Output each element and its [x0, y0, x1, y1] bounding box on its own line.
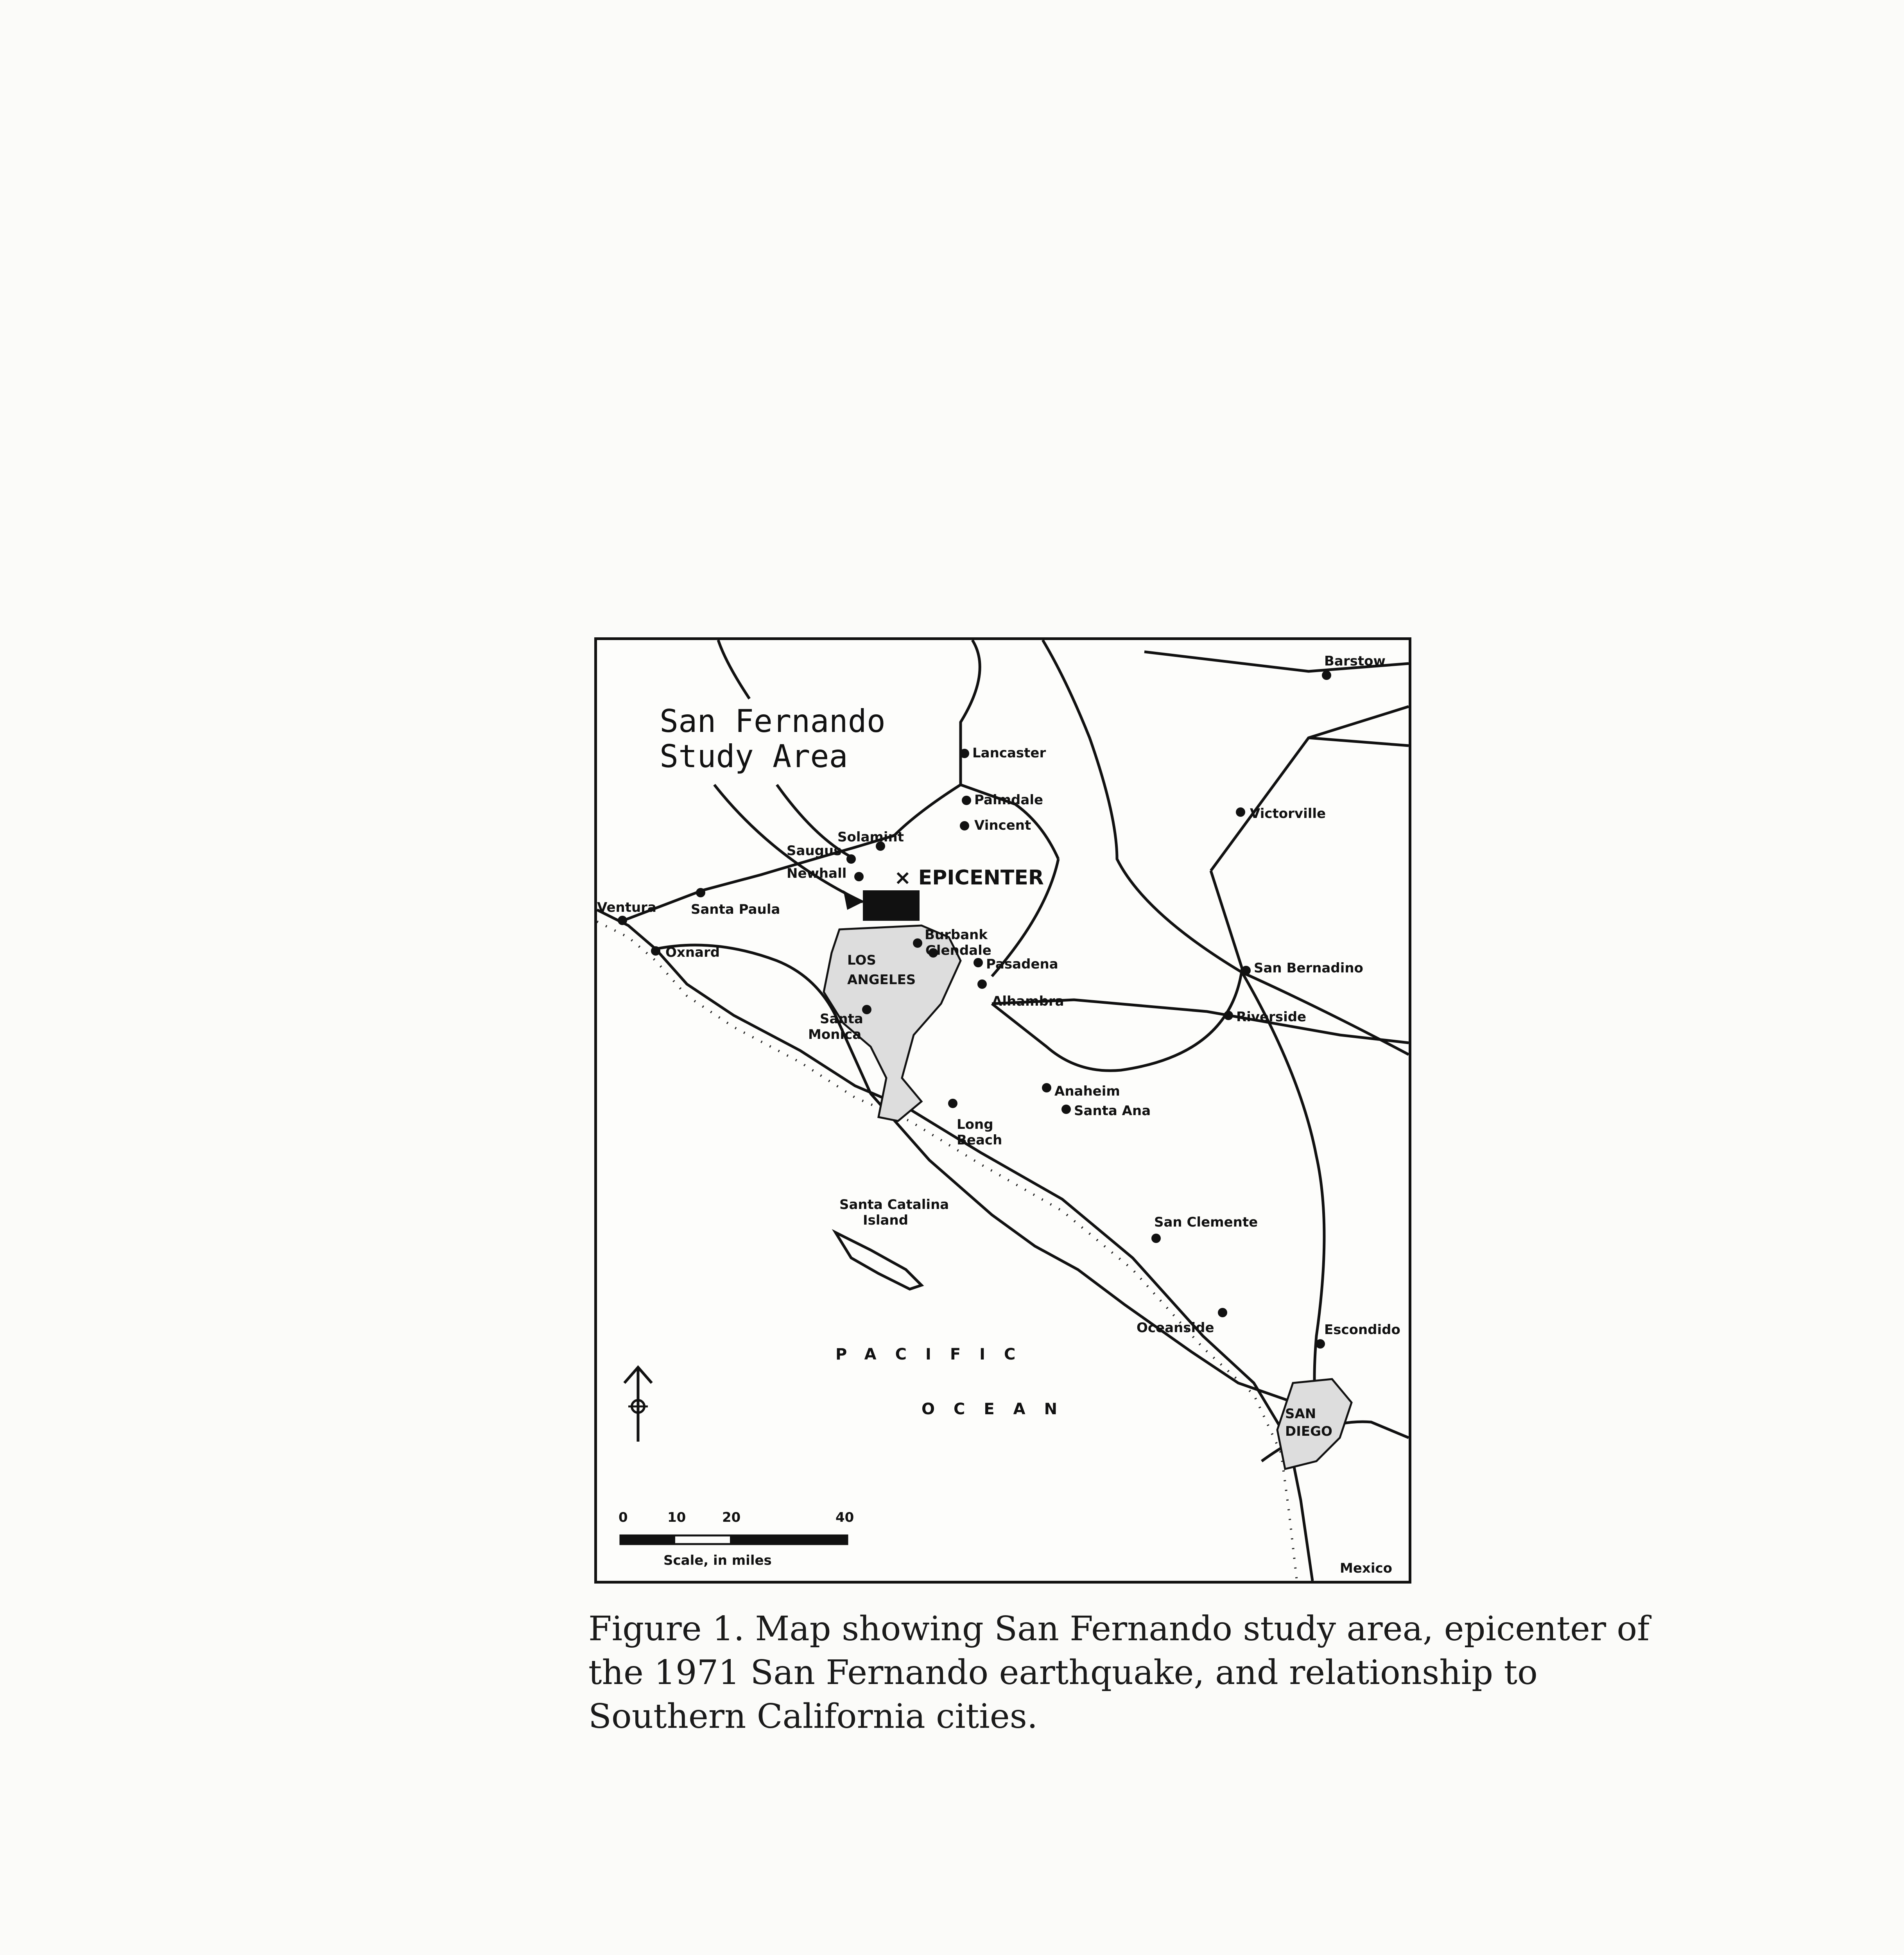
- palmdale-dot: [962, 796, 971, 805]
- newhall-dot: [854, 872, 864, 881]
- oxnard-label: Oxnard: [665, 945, 720, 960]
- road: [1309, 738, 1409, 746]
- anaheim-label: Anaheim: [1054, 1083, 1120, 1099]
- san-diego-label-2: DIEGO: [1285, 1424, 1332, 1439]
- scale-tick-20: 20: [722, 1510, 741, 1525]
- santa-catalina-island: [835, 1232, 922, 1289]
- island-label-2: Island: [863, 1212, 909, 1228]
- pasadena-label: Pasadena: [986, 956, 1058, 972]
- study-area-label-1: San Fernando: [660, 703, 886, 739]
- road: [1043, 640, 1409, 1055]
- oceanside-dot: [1218, 1308, 1227, 1317]
- pasadena-dot: [974, 958, 983, 967]
- scale-tick-0: 0: [619, 1510, 628, 1525]
- san-clemente-label: San Clemente: [1154, 1214, 1258, 1230]
- victorville-label: Victorville: [1250, 806, 1326, 821]
- santa-monica-label-2: Monica: [808, 1027, 862, 1042]
- long-beach-label-1: Long: [957, 1117, 993, 1132]
- santa-paula-label: Santa Paula: [691, 902, 780, 917]
- long-beach-label-2: Beach: [957, 1132, 1002, 1148]
- barstow-label: Barstow: [1324, 653, 1386, 669]
- escondido-dot: [1316, 1339, 1325, 1349]
- santa-ana-dot: [1061, 1105, 1071, 1114]
- santa-paula-dot: [696, 888, 705, 897]
- san-diego-label-1: SAN: [1285, 1406, 1316, 1422]
- palmdale-label: Palmdale: [974, 792, 1043, 808]
- barstow-dot: [1322, 671, 1331, 680]
- anaheim-dot: [1042, 1083, 1051, 1092]
- north-arrow-icon: [624, 1367, 652, 1442]
- mexico-label: Mexico: [1340, 1560, 1392, 1576]
- ocean-label-2: OCEAN: [922, 1400, 1076, 1418]
- map-drawing: [597, 640, 1409, 1581]
- scale-tick-10: 10: [667, 1510, 686, 1525]
- burbank-dot: [913, 938, 922, 948]
- glendale-label: Glendale: [925, 943, 991, 958]
- oxnard-dot: [651, 946, 660, 956]
- burbank-label: Burbank: [925, 927, 988, 943]
- figure-caption: Figure 1. Map showing San Fernando study area, epicenter of the 1971 San Fernando earthquake, and relationship to Southern California cities.: [588, 1609, 1650, 1736]
- santa-monica-label-1: Santa: [820, 1011, 863, 1027]
- ventura-label: Ventura: [597, 900, 656, 915]
- long-beach-dot: [948, 1099, 957, 1108]
- road: [1211, 707, 1409, 871]
- saugus-label: Saugus: [787, 843, 842, 859]
- santa-monica-dot: [862, 1005, 871, 1014]
- san-bernardino-label: San Bernadino: [1254, 960, 1363, 976]
- epicenter-label: × EPICENTER: [894, 866, 1044, 890]
- lancaster-dot: [960, 749, 969, 758]
- road: [718, 640, 749, 699]
- san-clemente-dot: [1151, 1234, 1161, 1243]
- solamint-label: Solamint: [837, 829, 904, 845]
- scale-tick-40: 40: [835, 1510, 854, 1525]
- santa-ana-label: Santa Ana: [1074, 1103, 1151, 1119]
- ocean-label-1: PACIFIC: [835, 1345, 1034, 1363]
- newhall-label: Newhall: [787, 866, 847, 881]
- road: [656, 945, 1316, 1410]
- oceanside-label: Oceanside: [1137, 1320, 1214, 1336]
- vincent-label: Vincent: [974, 818, 1031, 833]
- los-angeles-label-2: ANGELES: [847, 972, 916, 988]
- location-map: [594, 637, 1411, 1584]
- alhambra-dot: [977, 979, 987, 989]
- los-angeles-label-1: LOS: [847, 952, 876, 968]
- lancaster-label: Lancaster: [972, 745, 1046, 761]
- epicenter-box: [863, 890, 920, 921]
- alhambra-label: Alhambra: [992, 994, 1064, 1009]
- escondido-label: Escondido: [1324, 1322, 1400, 1338]
- san-bernardino-dot: [1241, 966, 1251, 975]
- coastal-stipple: [597, 922, 1297, 1581]
- riverside-dot: [1224, 1011, 1233, 1020]
- island-label-1: Santa Catalina: [839, 1197, 949, 1212]
- riverside-label: Riverside: [1236, 1009, 1307, 1025]
- road: [1242, 972, 1324, 1410]
- saugus-dot: [846, 854, 856, 864]
- scale-bar: [619, 1510, 854, 1568]
- victorville-dot: [1236, 807, 1245, 817]
- ventura-dot: [618, 916, 627, 925]
- study-area-label-2: Study Area: [660, 738, 848, 775]
- vincent-dot: [960, 821, 969, 830]
- scale-caption: Scale, in miles: [663, 1553, 772, 1568]
